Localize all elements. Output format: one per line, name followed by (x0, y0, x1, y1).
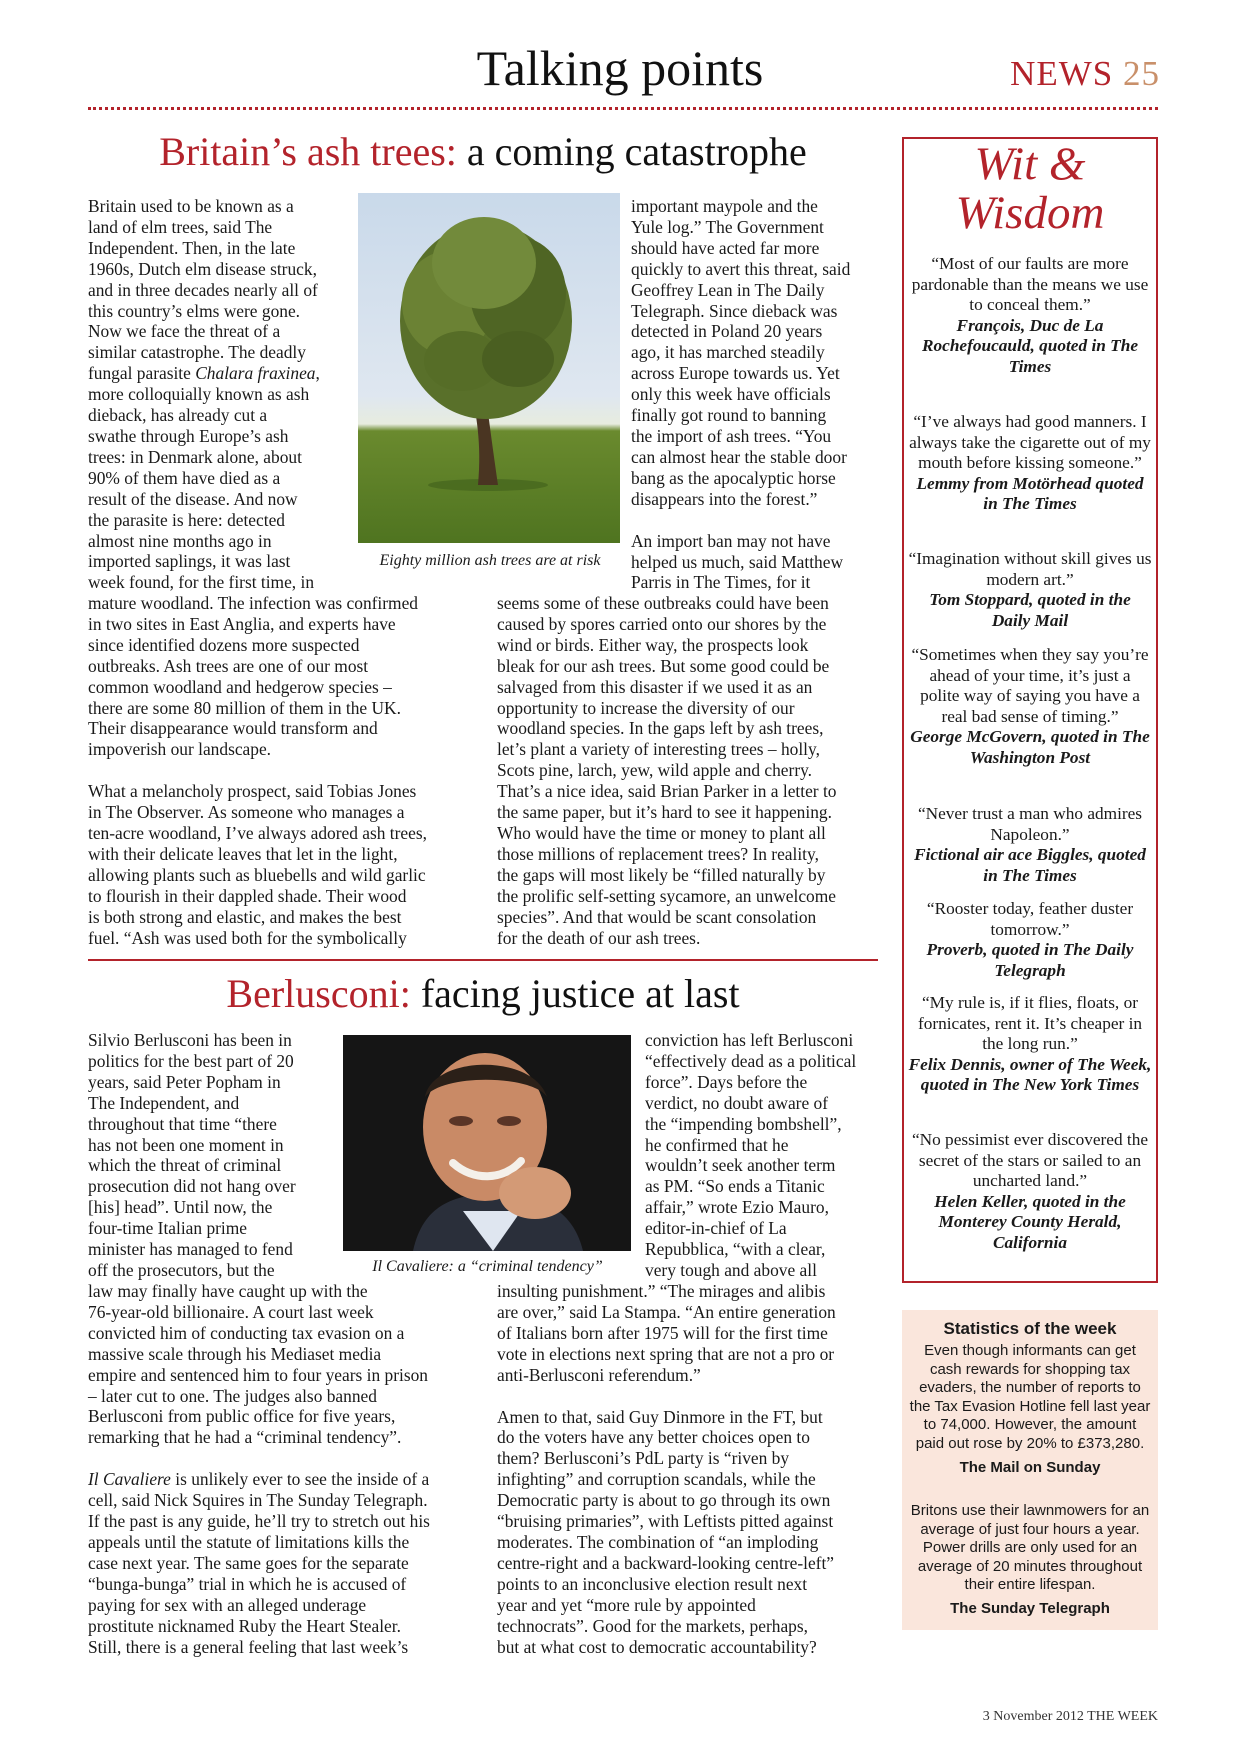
text-line: more colloquially known as ash (88, 384, 310, 405)
text-line: can almost hear the stable door (631, 446, 847, 467)
text-line: Yule log.” The Government (631, 216, 824, 237)
text-line: woodland species. In the gaps left by ash trees, (497, 718, 824, 739)
text-line: force”. Days before the (645, 1071, 808, 1092)
ash-lines-c2 (631, 196, 893, 510)
text-line: wind or birds. Either way, the prospects look (497, 634, 809, 655)
text-line: An import ban may not have (631, 530, 831, 551)
text-line: since identified dozens more suspected (88, 634, 360, 655)
berlusconi-lines-c1b (88, 1281, 478, 1448)
ash-trees-headline (88, 128, 878, 176)
text-line: vote in elections next spring that are not a pro or (497, 1343, 835, 1364)
text-line: should have acted far more (631, 237, 820, 258)
text-line: helped us much, said Matthew (631, 551, 844, 572)
text-line: 76-year-old billionaire. A court last week (88, 1301, 374, 1322)
statistic-text: Britons use their lawnmowers for an average of just four hours a year. Power drills are only used for an average of 20 minutes throughout their entire lifespan. (910, 1502, 1150, 1594)
quote-item (908, 412, 1152, 515)
text-line: centre-right and a backward-looking centre-left” (497, 1552, 835, 1573)
berlusconi-column-2-top (645, 1030, 895, 1281)
text-line: the “impending bombshell”, (645, 1113, 842, 1134)
text-line: What a melancholy prospect, said Tobias Jones (88, 781, 417, 802)
berlusconi-column-1-bottom (88, 1281, 478, 1657)
text-line: prostitute nicknamed Ruby the Heart Stealer. (88, 1615, 401, 1636)
text-line: case next year. The same goes for the separate (88, 1552, 409, 1573)
text-line: bang as the apocalyptic horse (631, 467, 836, 488)
quote-text: “Imagination without skill gives us modern art.” (908, 549, 1152, 589)
text-line: week found, for the first time, in (88, 572, 315, 593)
text-line: anti-Berlusconi referendum.” (497, 1364, 701, 1385)
text-line: with their delicate leaves that let in the light, (88, 843, 398, 864)
text-line: – later cut to one. The judges also banned (88, 1385, 377, 1406)
berlusconi-headline (88, 970, 878, 1018)
text-line: fuel. “Ash was used both for the symbolically (88, 927, 407, 948)
text-line: Who would have the time or money to plant all (497, 822, 826, 843)
text-line: That’s a nice idea, said Brian Parker in a letter to (497, 781, 837, 802)
text-line: off the prosecutors, but the (88, 1259, 275, 1280)
text-line: technocrats”. Good for the markets, perhaps, (497, 1615, 808, 1636)
wit-title-line-2: Wisdom (955, 187, 1105, 239)
quote-item (908, 645, 1152, 769)
text-line: years, said Peter Popham in (88, 1071, 281, 1092)
text-line: Repubblica, “with a clear, (645, 1239, 826, 1260)
text-line: almost nine months ago in (88, 530, 272, 551)
ash-tree-photo (358, 193, 620, 543)
text-line: he confirmed that he (645, 1134, 789, 1155)
quote-item (908, 254, 1152, 378)
berlusconi-lines-c1c (88, 1469, 478, 1657)
text-line: opportunity to increase the diversity of our (497, 697, 795, 718)
berlusconi-photo (343, 1035, 631, 1251)
text-line: which the threat of criminal (88, 1155, 282, 1176)
text-line: but at what cost to democratic accountability? (497, 1636, 817, 1657)
ash-column-2-top (631, 196, 893, 593)
quote-attribution: Proverb, quoted in The Daily Telegraph (926, 940, 1134, 980)
text-line: verdict, no doubt aware of (645, 1092, 829, 1113)
text-line: Il Cavaliere is unlikely ever to see the inside of a (88, 1469, 430, 1490)
berlusconi-headline-kicker: Berlusconi: (226, 971, 411, 1016)
text-line: Amen to that, said Guy Dinmore in the FT, but (497, 1406, 823, 1427)
text-line: them? Berlusconi’s PdL party is “riven by (497, 1448, 790, 1469)
text-line: mature woodland. The infection was confirmed (88, 593, 418, 613)
text-line: the prolific self-setting sycamore, an unwelcome (497, 885, 836, 906)
text-line: ago, it has marched steadily (631, 342, 825, 363)
text-line: result of the disease. And now (88, 488, 298, 509)
article-divider (88, 959, 878, 961)
text-line: remarking that he had a “criminal tendency”. (88, 1427, 402, 1448)
berlusconi-lines-c1 (88, 1030, 350, 1281)
text-line: only this week have officials (631, 384, 831, 405)
text-line: let’s plant a variety of interesting trees – holly, (497, 739, 820, 760)
text-line: similar catastrophe. The deadly (88, 342, 306, 363)
text-line: those millions of replacement trees? In reality, (497, 843, 819, 864)
text-line: is both strong and elastic, and makes the best (88, 906, 402, 927)
quote-text: “Most of our faults are more pardonable than the means we use to conceal them.” (911, 254, 1149, 315)
issue-date: 3 November 2012 (982, 1709, 1084, 1724)
page-footer (850, 1708, 1158, 1726)
ash-headline-main: a coming catastrophe (466, 129, 807, 174)
text-line: and in three decades nearly all of (88, 279, 318, 300)
quote-attribution: Fictional air ace Biggles, quoted in The Times (914, 845, 1146, 885)
text-line: the import of ash trees. “You (631, 425, 832, 446)
text-line: swathe through Europe’s ash (88, 425, 289, 446)
text-line: do the voters have any better choices open to (497, 1427, 810, 1448)
quote-item (908, 804, 1152, 886)
page-title: Talking points (476, 40, 764, 96)
text-line: The Independent, and (88, 1092, 240, 1113)
ash-lines-c2b (631, 531, 893, 594)
text-line: for the death of our ash trees. (497, 927, 701, 948)
quote-text: “Rooster today, feather duster tomorrow.” (926, 899, 1134, 939)
text-line: fungal parasite Chalara fraxinea, (88, 363, 320, 384)
text-line: has not been one moment in (88, 1134, 284, 1155)
quote-text: “Sometimes when they say you’re ahead of your time, it’s just a polite way of saying you have a real bad sense of timing.” (911, 645, 1149, 726)
ash-lines-c2c (497, 593, 887, 948)
quote-attribution: Tom Stoppard, quoted in the Daily Mail (929, 590, 1131, 630)
text-line: land of elm trees, said The (88, 216, 273, 237)
quote-attribution: Helen Keller, quoted in the Monterey County Herald, California (934, 1191, 1126, 1252)
text-line: throughout that time “there (88, 1113, 277, 1134)
text-line: “effectively dead as a political (645, 1050, 857, 1071)
statistic-item (908, 1502, 1152, 1619)
text-line: Their disappearance would transform and (88, 718, 378, 739)
text-line: there are some 80 million of them in the UK. (88, 697, 401, 718)
text-line: “bruising primaries”, with Leftists pitted against (497, 1511, 834, 1532)
berlusconi-headline-main: facing justice at last (420, 971, 740, 1016)
text-line: the parasite is here: detected (88, 509, 285, 530)
text-line: paying for sex with an alleged underage (88, 1594, 367, 1615)
text-line: common woodland and hedgerow species – (88, 676, 392, 697)
text-line: quickly to avert this threat, said (631, 258, 851, 279)
text-line: the same paper, but it’s hard to see it happening. (497, 802, 832, 823)
quote-text: “Never trust a man who admires Napoleon.” (917, 804, 1143, 844)
text-line: trees: in Denmark alone, about (88, 446, 302, 467)
text-line: cell, said Nick Squires in The Sunday Telegraph. (88, 1490, 428, 1511)
berlusconi-column-2-bottom (497, 1281, 887, 1657)
text-line: bleak for our ash trees. But some good could be (497, 655, 830, 676)
text-line: are over,” said La Stampa. “An entire generation (497, 1301, 836, 1322)
section-label (985, 52, 1160, 96)
quote-item (908, 899, 1152, 981)
text-line: Berlusconi from public office for five years, (88, 1406, 396, 1427)
text-line: points to an inconclusive election result next (497, 1573, 808, 1594)
text-line: Parris in The Times, for it (631, 572, 811, 593)
text-line: Geoffrey Lean in The Daily (631, 279, 825, 300)
berlusconi-photo-caption: Il Cavaliere: a “criminal tendency” (372, 1258, 603, 1275)
header-dotted-rule (88, 107, 1158, 110)
text-line: salvaged from this disaster if we used it as an (497, 676, 813, 697)
statistic-source: The Sunday Telegraph (950, 1599, 1110, 1617)
text-line: this country’s elms were gone. (88, 300, 301, 321)
wit-and-wisdom-title (902, 140, 1158, 238)
ash-lines-c1b (88, 593, 478, 760)
text-line: Now we face the threat of a (88, 321, 281, 342)
ash-lines-c1 (88, 196, 350, 593)
quote-text: “I’ve always had good manners. I always take the cigarette out of my mouth before kissing someone.” (909, 412, 1151, 473)
ash-photo-caption: Eighty million ash trees are at risk (379, 552, 601, 569)
text-line: Silvio Berlusconi has been in (88, 1030, 292, 1050)
berlusconi-lines-c2 (645, 1030, 895, 1281)
statistic-source: The Mail on Sunday (959, 1458, 1101, 1476)
berlusconi-lines-c2b (497, 1281, 887, 1386)
text-line: convicted him of conducting tax evasion on a (88, 1322, 405, 1343)
text-line: “bunga-bunga” trial in which he is accused of (88, 1573, 407, 1594)
text-line: appeals until the statute of limitations kills the (88, 1531, 410, 1552)
quote-item (908, 549, 1152, 631)
text-line: If the past is any guide, he’ll try to stretch out his (88, 1511, 430, 1532)
text-line: important maypole and the (631, 196, 818, 216)
text-line: law may finally have caught up with the (88, 1281, 368, 1301)
page-number: 25 (1123, 54, 1160, 93)
tree-illustration (358, 193, 620, 543)
ash-column-2-bottom (497, 593, 887, 948)
quote-text: “My rule is, if it flies, floats, or fornicates, rent it. It’s cheaper in the long run.” (917, 993, 1143, 1054)
berlusconi-lines-c2c (497, 1407, 887, 1658)
text-line: conviction has left Berlusconi (645, 1030, 854, 1050)
text-line: allowing plants such as bluebells and wild garlic (88, 864, 426, 885)
ash-headline-kicker: Britain’s ash trees: (159, 129, 457, 174)
ash-column-1-top (88, 196, 350, 593)
text-line: finally got round to banning (631, 405, 827, 426)
text-line: in The Observer. As someone who manages a (88, 802, 405, 823)
ash-lines-c1c (88, 781, 478, 948)
text-line: Scots pine, larch, yew, wild apple and cherry. (497, 760, 813, 781)
portrait-illustration (343, 1035, 631, 1251)
section-name: NEWS (1010, 54, 1114, 93)
quote-attribution: George McGovern, quoted in The Washington Post (910, 727, 1150, 767)
text-line: dieback, has already cut a (88, 405, 268, 426)
text-line: species”. And that would be scant consolation (497, 906, 817, 927)
text-line: ten-acre woodland, I’ve always adored ash trees, (88, 823, 427, 844)
text-line: to flourish in their dappled shade. Their wood (88, 885, 407, 906)
text-line: editor-in-chief of La (645, 1218, 787, 1239)
text-line: Britain used to be known as a (88, 196, 294, 216)
text-line: the gaps will most likely be “filled naturally by (497, 864, 826, 885)
statistic-text: Even though informants can get cash rewards for shopping tax evaders, the number of reports to the Tax Evasion Hotline fell last year to 74,000. However, the amount paid out rose by 20% to £373,280. (909, 1342, 1151, 1452)
statistic-item (908, 1342, 1152, 1477)
text-line: seems some of these outbreaks could have been (497, 593, 829, 613)
text-line: 90% of them have died as a (88, 467, 281, 488)
text-line: very tough and above all (645, 1259, 817, 1280)
text-line: across Europe towards us. Yet (631, 363, 840, 384)
text-line: of Italians born after 1975 will for the first time (497, 1322, 828, 1343)
text-line: Still, there is a general feeling that last week’s (88, 1636, 409, 1657)
text-line: Democratic party is about to go through its own (497, 1490, 831, 1511)
wit-title-line-1: Wit & (974, 138, 1086, 190)
text-line: four-time Italian prime (88, 1218, 248, 1239)
text-line: infighting” and corruption scandals, while the (497, 1469, 816, 1490)
text-line: detected in Poland 20 years (631, 321, 823, 342)
text-line: outbreaks. Ash trees are one of our most (88, 655, 369, 676)
text-line: prosecution did not hang over (88, 1176, 296, 1197)
text-line: minister has managed to fend (88, 1239, 293, 1260)
text-line: impoverish our landscape. (88, 739, 272, 760)
text-line: Telegraph. Since dieback was (631, 300, 838, 321)
text-line: in two sites in East Anglia, and experts have (88, 613, 396, 634)
text-line: year and yet “more rule by appointed (497, 1594, 756, 1615)
text-line: disappears into the forest.” (631, 488, 818, 509)
statistics-title: Statistics of the week (943, 1319, 1117, 1338)
ash-column-1-bottom (88, 593, 478, 949)
text-line: moderates. The combination of “an imploding (497, 1531, 819, 1552)
quote-attribution: François, Duc de La Rochefoucauld, quoted in The Times (921, 315, 1139, 376)
quote-attribution: Felix Dennis, owner of The Week, quoted in The New York Times (908, 1054, 1152, 1095)
text-line: caused by spores carried onto our shores by the (497, 613, 827, 634)
quote-attribution: Lemmy from Motörhead quoted in The Times (916, 473, 1144, 514)
quote-text: “No pessimist ever discovered the secret of the stars or sailed to an uncharted land.” (911, 1130, 1149, 1191)
text-line: wouldn’t seek another term (645, 1155, 836, 1176)
text-line: Independent. Then, in the late (88, 237, 296, 258)
text-line: [his] head”. Until now, the (88, 1197, 273, 1218)
text-line: imported saplings, it was last (88, 551, 291, 572)
publication-name: THE WEEK (1087, 1709, 1158, 1724)
berlusconi-column-1-top (88, 1030, 350, 1281)
text-line: empire and sentenced him to four years in prison (88, 1364, 428, 1385)
quote-item (908, 993, 1152, 1096)
text-line: politics for the best part of 20 (88, 1050, 294, 1071)
text-line: insulting punishment.” “The mirages and alibis (497, 1281, 826, 1301)
text-line: affair,” wrote Ezio Mauro, (645, 1197, 829, 1218)
quote-item (908, 1130, 1152, 1254)
text-line: massive scale through his Mediaset media (88, 1343, 382, 1364)
text-line: as PM. “So ends a Titanic (645, 1176, 825, 1197)
text-line: 1960s, Dutch elm disease struck, (88, 258, 317, 279)
